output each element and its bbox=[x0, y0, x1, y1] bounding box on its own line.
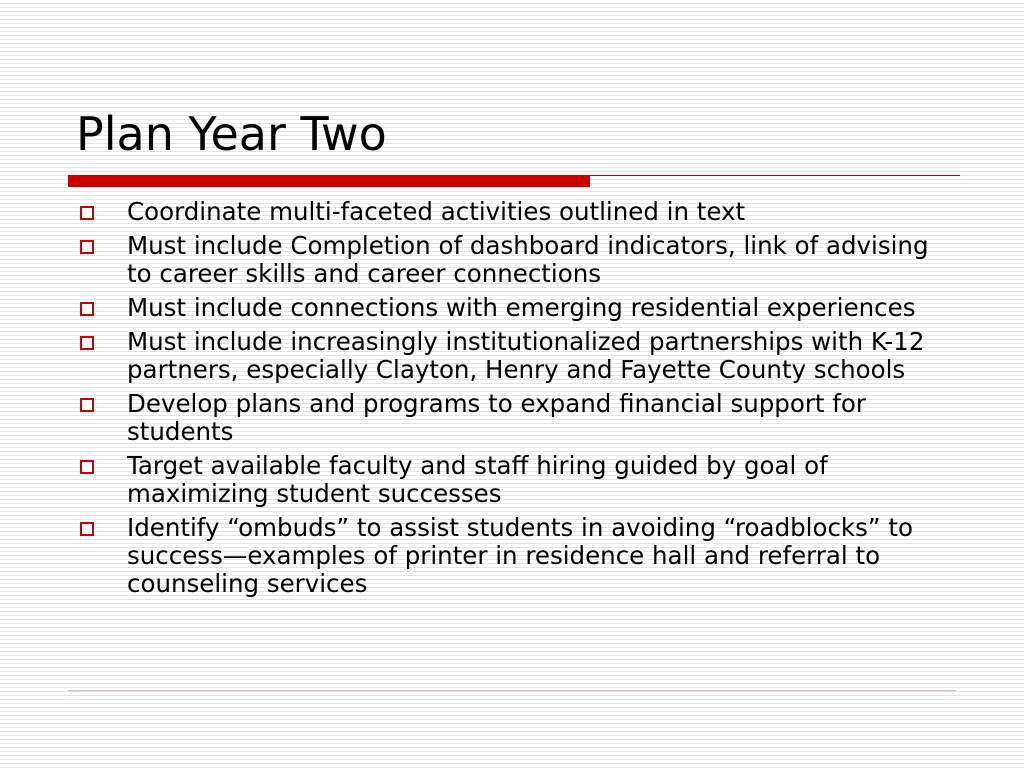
hollow-square-bullet-icon bbox=[80, 398, 94, 412]
bullet-list bbox=[76, 198, 960, 604]
title-underline-thin bbox=[590, 175, 960, 176]
slide-title: Plan Year Two bbox=[76, 107, 387, 161]
title-underline-accent bbox=[68, 175, 590, 187]
bullet-item bbox=[76, 452, 960, 508]
bullet-text: Identify “ombuds” to assist students in avoiding “roadblocks” to success—examples of printer in residence hall and referral to counseling services bbox=[127, 513, 913, 598]
bullet-item bbox=[76, 514, 960, 598]
bullet-text: Must include Completion of dashboard indicators, link of advising to career skills and career connections bbox=[127, 231, 929, 288]
bullet-text: Develop plans and programs to expand financial support for students bbox=[127, 389, 866, 446]
hollow-square-bullet-icon bbox=[80, 522, 94, 536]
bullet-text: Target available faculty and staff hiring guided by goal of maximizing student successes bbox=[127, 451, 828, 508]
bullet-text: Must include connections with emerging residential experiences bbox=[127, 293, 916, 322]
bullet-item bbox=[76, 328, 960, 384]
bullet-item bbox=[76, 390, 960, 446]
hollow-square-bullet-icon bbox=[80, 460, 94, 474]
bullet-item bbox=[76, 232, 960, 288]
bullet-text: Coordinate multi-faceted activities outlined in text bbox=[127, 197, 746, 226]
hollow-square-bullet-icon bbox=[80, 302, 94, 316]
hollow-square-bullet-icon bbox=[80, 240, 94, 254]
bullet-text: Must include increasingly institutionalized partnerships with K-12 partners, especially Clayton, Henry and Fayette County schools bbox=[127, 327, 925, 384]
bullet-item bbox=[76, 198, 960, 226]
bullet-item bbox=[76, 294, 960, 322]
hollow-square-bullet-icon bbox=[80, 336, 94, 350]
footer-divider bbox=[68, 690, 956, 691]
hollow-square-bullet-icon bbox=[80, 206, 94, 220]
